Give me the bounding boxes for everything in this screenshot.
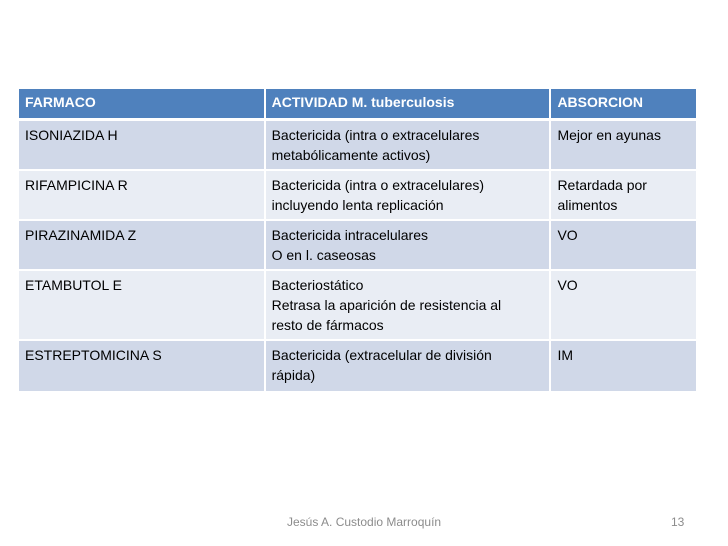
table-row	[19, 171, 696, 221]
cell-farmaco	[19, 121, 266, 171]
cell-text: ISONIAZIDA H	[25, 127, 118, 143]
drug-table	[19, 89, 696, 393]
cell-text: IM	[557, 347, 573, 363]
cell-text: rápida)	[271, 367, 316, 383]
footer-author: Jesús A. Custodio Marroquín	[287, 515, 442, 529]
cell-text: incluyendo lenta replicación	[271, 197, 444, 213]
cell-text: Bacteriostático	[271, 277, 364, 293]
cell-text: VO	[557, 227, 578, 243]
cell-farmaco	[19, 271, 266, 341]
page-number: 13	[671, 515, 685, 529]
header-actividad: ACTIVIDAD M. tuberculosis	[266, 89, 552, 121]
cell-text: resto de fármacos	[271, 317, 384, 333]
table-row	[19, 121, 696, 171]
table-row	[19, 271, 696, 341]
header-absorcion: ABSORCION	[551, 89, 696, 121]
cell-text: Bactericida (intra o extracelulares)	[271, 177, 485, 193]
cell-text: O en l. caseosas	[271, 247, 376, 263]
cell-text: Bactericida (intra o extracelulares	[271, 127, 480, 143]
cell-text: VO	[557, 277, 578, 293]
cell-text: ETAMBUTOL E	[25, 277, 122, 293]
table-row	[19, 221, 696, 271]
table-row	[19, 341, 696, 393]
cell-actividad	[266, 121, 552, 171]
table-header-row	[19, 89, 696, 121]
cell-farmaco	[19, 171, 266, 221]
cell-text: PIRAZINAMIDA Z	[25, 227, 137, 243]
cell-absorcion	[551, 341, 696, 393]
cell-farmaco	[19, 341, 266, 393]
cell-actividad	[266, 341, 552, 393]
header-farmaco: FARMACO	[19, 89, 266, 121]
cell-actividad	[266, 271, 552, 341]
cell-absorcion	[551, 121, 696, 171]
cell-text: ESTREPTOMICINA S	[25, 347, 162, 363]
cell-absorcion	[551, 171, 696, 221]
cell-text: Mejor en ayunas	[557, 127, 661, 143]
cell-absorcion	[551, 221, 696, 271]
cell-absorcion	[551, 271, 696, 341]
cell-actividad	[266, 171, 552, 221]
cell-actividad	[266, 221, 552, 271]
cell-text: metabólicamente activos)	[271, 147, 431, 163]
cell-text: RIFAMPICINA R	[25, 177, 128, 193]
cell-farmaco	[19, 221, 266, 271]
cell-text: Retardada por	[557, 177, 647, 193]
cell-text: Retrasa la aparición de resistencia al	[271, 297, 502, 313]
cell-text: alimentos	[557, 197, 618, 213]
cell-text: Bactericida intracelulares	[271, 227, 428, 243]
cell-text: Bactericida (extracelular de división	[271, 347, 492, 363]
